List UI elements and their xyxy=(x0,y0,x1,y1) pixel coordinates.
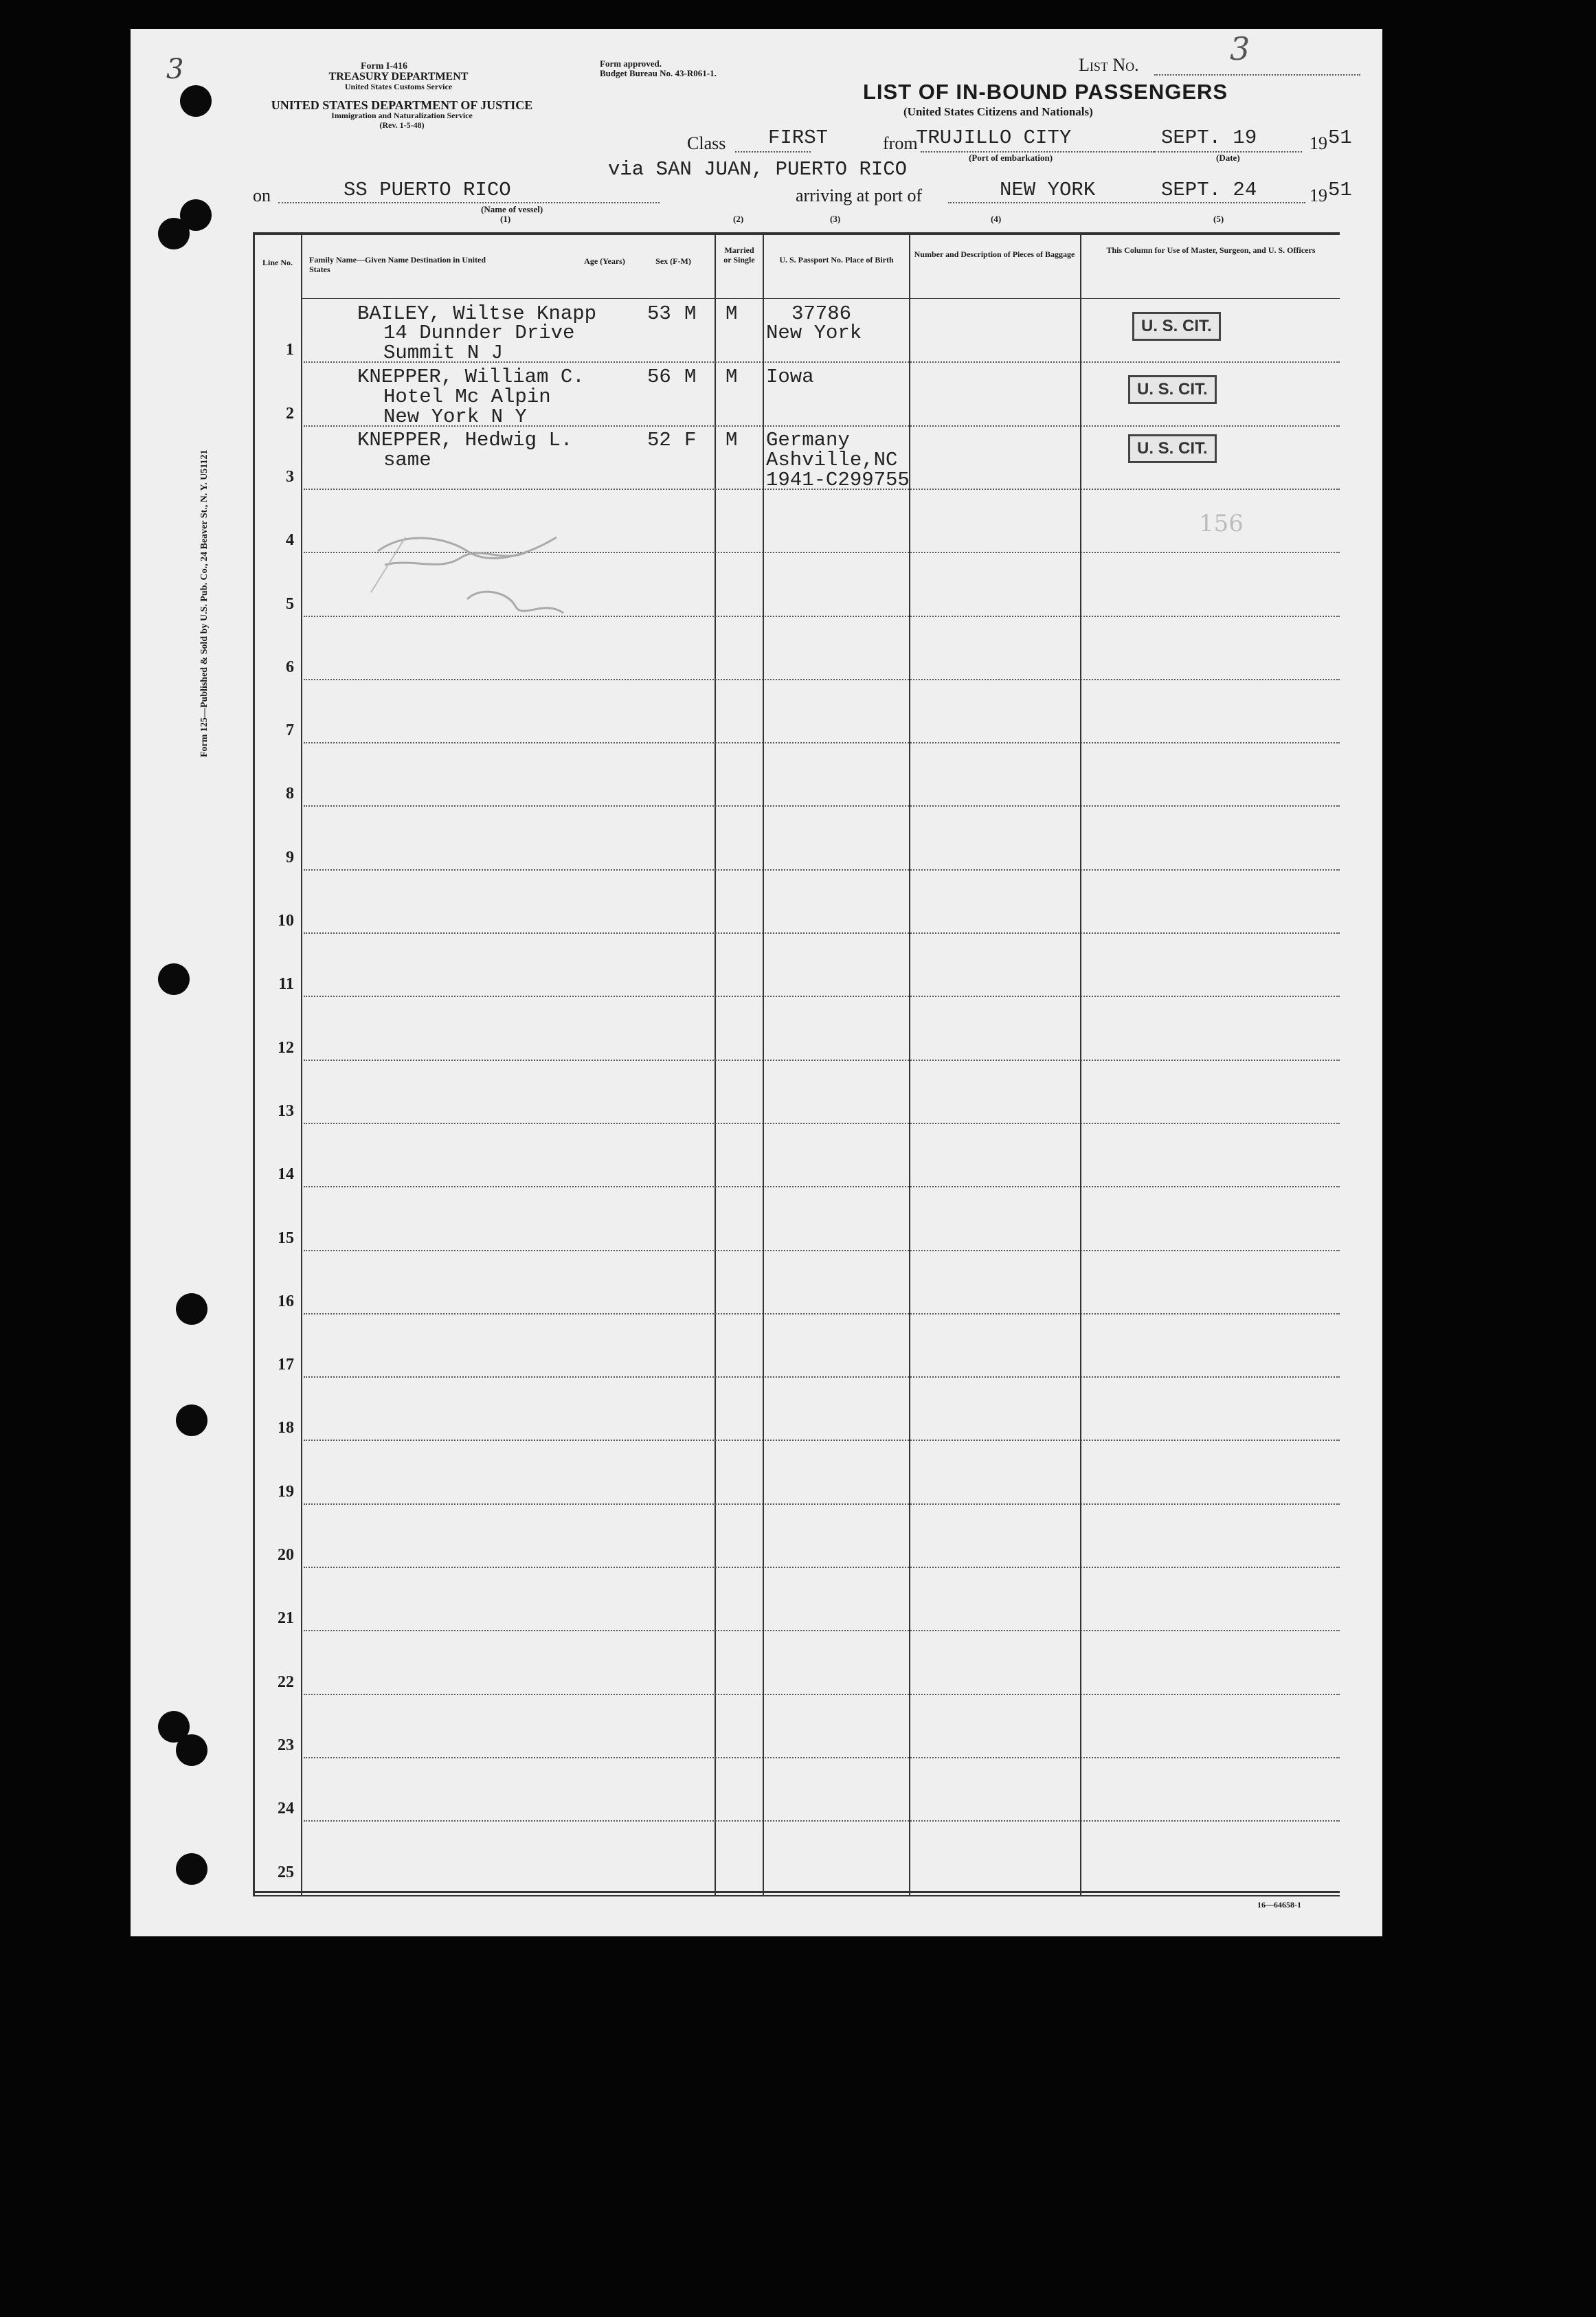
passenger-married: M xyxy=(726,366,738,388)
row-divider xyxy=(304,1376,1340,1378)
year-prefix-2: 19 xyxy=(1310,186,1327,205)
on-label: on xyxy=(253,186,271,205)
col-header-line-no: Line No. xyxy=(262,258,293,267)
col-num-5: (5) xyxy=(1213,214,1224,224)
row-divider xyxy=(304,1440,1340,1441)
printer-side-text: Form 125—Published & Sold by U.S. Pub. Co., 24 Beaver St., N. Y. U51121 xyxy=(199,449,210,757)
row-divider xyxy=(304,1313,1340,1314)
passenger-birthplace: Iowa xyxy=(766,366,814,388)
punch-hole xyxy=(176,1293,207,1325)
passenger-passport: 37786 xyxy=(791,302,852,325)
from-label: from xyxy=(883,133,918,153)
manifest-sheet xyxy=(131,29,1382,1936)
passenger-address: Summit N J xyxy=(383,342,504,364)
line-number: 16 xyxy=(278,1292,294,1310)
col-num-2: (2) xyxy=(733,214,744,224)
year-prefix-1: 19 xyxy=(1310,133,1327,153)
page-subtitle: (United States Citizens and Nationals) xyxy=(903,105,1093,118)
row-divider xyxy=(304,1567,1340,1568)
col-header-married: Married or Single xyxy=(723,245,755,265)
corner-mark: 3 xyxy=(166,54,184,85)
citizen-stamp: U. S. CIT. xyxy=(1132,312,1221,341)
date-to: SEPT. 24 xyxy=(1161,179,1257,201)
class-label: Class xyxy=(687,133,726,153)
from-value: TRUJILLO CITY xyxy=(916,126,1072,149)
line-number: 18 xyxy=(278,1419,294,1437)
agency-line: TREASURY DEPARTMENT xyxy=(328,71,469,82)
line-number: 8 xyxy=(286,785,294,803)
citizen-stamp: U. S. CIT. xyxy=(1128,375,1217,404)
line-number: 10 xyxy=(278,912,294,930)
passenger-sex: F xyxy=(684,429,697,451)
class-value: FIRST xyxy=(768,126,829,149)
col-num-3: (3) xyxy=(830,214,841,224)
line-number: 12 xyxy=(278,1038,294,1057)
arriving-label: arriving at port of xyxy=(796,186,923,205)
line-number: 2 xyxy=(286,404,294,423)
agency-line: Immigration and Naturalization Service xyxy=(331,111,473,120)
row-divider xyxy=(304,932,1340,934)
row-divider xyxy=(304,1503,1340,1505)
line-number: 6 xyxy=(286,658,294,676)
row-divider xyxy=(304,996,1340,997)
signature-scrawl xyxy=(364,510,591,640)
col-header-baggage: Number and Description of Pieces of Baggage xyxy=(914,249,1075,259)
punch-hole xyxy=(176,1404,207,1436)
agency-line: UNITED STATES DEPARTMENT OF JUSTICE xyxy=(271,98,533,112)
list-no-value: 3 xyxy=(1230,30,1250,67)
year-suffix-1: 51 xyxy=(1328,126,1352,149)
passenger-birthplace: New York xyxy=(766,322,862,344)
punch-hole xyxy=(180,85,212,117)
col-header-name: Family Name—Given Name Destination in United States xyxy=(309,255,486,274)
col-header-passport: U. S. Passport No. Place of Birth xyxy=(779,255,894,265)
line-number: 7 xyxy=(286,721,294,740)
from-note: (Port of embarkation) xyxy=(969,153,1053,163)
line-number: 5 xyxy=(286,594,294,613)
line-number: 22 xyxy=(278,1672,294,1691)
row-divider xyxy=(304,1060,1340,1061)
passenger-name: BAILEY, Wiltse Knapp xyxy=(357,302,597,325)
passenger-sex: M xyxy=(684,366,697,388)
col-num-4: (4) xyxy=(991,214,1002,224)
row-divider xyxy=(304,1694,1340,1695)
row-divider xyxy=(304,1186,1340,1187)
passenger-address: Hotel Mc Alpin xyxy=(383,385,551,408)
arrival-port: NEW YORK xyxy=(1000,179,1096,201)
list-no-label: List No. xyxy=(1079,55,1139,75)
passenger-married: M xyxy=(726,302,738,325)
col-num-1: (1) xyxy=(500,214,511,224)
punch-hole xyxy=(180,199,212,231)
col-header-age: Age (Years) xyxy=(584,256,625,266)
passenger-address: same xyxy=(383,449,431,471)
passenger-birthplace: Ashville,NC xyxy=(766,449,898,471)
form-number: Form I-416 xyxy=(361,61,408,71)
passenger-address: 14 Dunnder Drive xyxy=(383,322,575,344)
row-divider xyxy=(304,679,1340,680)
row-divider xyxy=(304,1250,1340,1251)
passenger-sex: M xyxy=(684,302,697,325)
row-divider xyxy=(304,805,1340,807)
passenger-name: KNEPPER, Hedwig L. xyxy=(357,429,573,451)
passenger-married: M xyxy=(726,429,738,451)
passenger-age: 53 xyxy=(647,302,671,325)
page-title: LIST OF IN-BOUND PASSENGERS xyxy=(863,80,1228,104)
passenger-age: 52 xyxy=(647,429,671,451)
row-divider xyxy=(304,1820,1340,1822)
row-divider xyxy=(304,1123,1340,1124)
line-number: 13 xyxy=(278,1101,294,1120)
passenger-name: KNEPPER, William C. xyxy=(357,366,585,388)
punch-hole xyxy=(176,1853,207,1885)
line-number: 25 xyxy=(278,1863,294,1881)
passenger-age: 56 xyxy=(647,366,671,388)
line-number: 21 xyxy=(278,1609,294,1628)
agency-line: United States Customs Service xyxy=(344,82,453,91)
passenger-passport: 1941-C299755 xyxy=(766,469,910,491)
line-number: 9 xyxy=(286,848,294,866)
line-number: 11 xyxy=(278,975,294,994)
row-divider xyxy=(304,1630,1340,1631)
line-number: 23 xyxy=(278,1736,294,1754)
passenger-address: New York N Y xyxy=(383,405,527,428)
agency-line: (Rev. 1-5-48) xyxy=(379,120,425,130)
citizen-stamp: U. S. CIT. xyxy=(1128,434,1217,463)
year-suffix-2: 51 xyxy=(1328,179,1352,201)
footer-code: 16—64658-1 xyxy=(1257,1900,1301,1910)
line-number: 4 xyxy=(286,531,294,550)
form-approval: Form approved. xyxy=(600,58,662,69)
date-from: SEPT. 19 xyxy=(1161,126,1257,149)
punch-hole xyxy=(176,1734,207,1766)
form-approval: Budget Bureau No. 43-R061-1. xyxy=(600,68,717,78)
vessel-note: (Name of vessel) xyxy=(481,204,543,214)
date-note-1: (Date) xyxy=(1216,153,1240,163)
line-number: 17 xyxy=(278,1356,294,1374)
row-divider xyxy=(304,1757,1340,1758)
line-number: 1 xyxy=(286,341,294,359)
line-number: 20 xyxy=(278,1546,294,1564)
punch-hole xyxy=(158,963,190,995)
col-header-officers: This Column for Use of Master, Surgeon, and U. S. Officers xyxy=(1106,245,1316,255)
line-number: 14 xyxy=(278,1165,294,1184)
passenger-birthplace: Germany xyxy=(766,429,850,451)
line-number: 15 xyxy=(278,1229,294,1247)
line-number: 24 xyxy=(278,1800,294,1818)
line-number: 3 xyxy=(286,467,294,486)
row-divider xyxy=(304,869,1340,871)
row-divider xyxy=(304,742,1340,743)
col-header-sex: Sex (F-M) xyxy=(655,256,691,266)
line-number: 19 xyxy=(278,1482,294,1501)
officer-note: 156 xyxy=(1199,510,1244,537)
via-route: via SAN JUAN, PUERTO RICO xyxy=(608,158,908,181)
vessel-name: SS PUERTO RICO xyxy=(344,179,511,201)
